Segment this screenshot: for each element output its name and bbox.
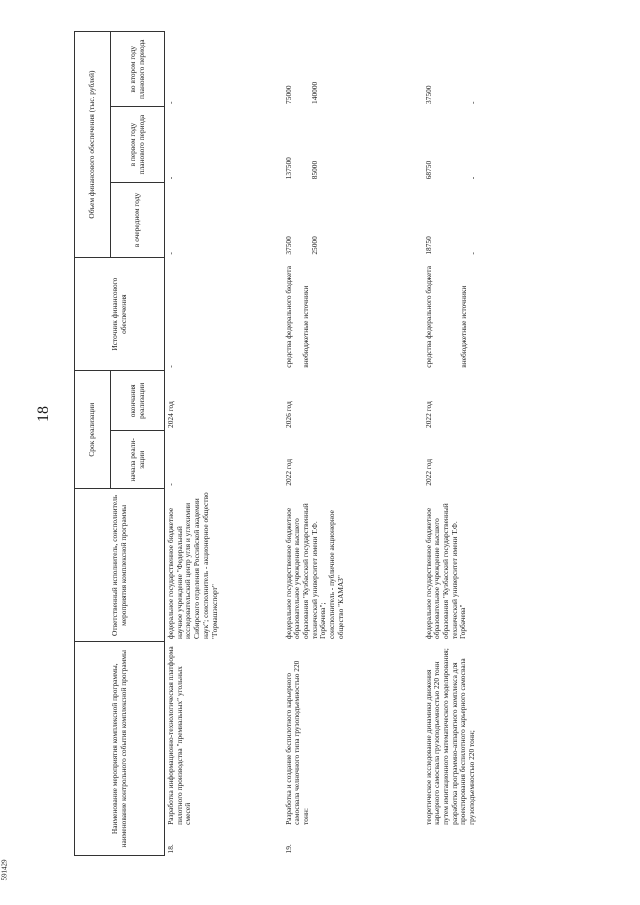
page-number: 18 [35, 406, 52, 422]
row-end: 2026 год [283, 401, 293, 428]
row-executor-main: федеральное государственное бюджетное образовательное учреждение высшего образования "Кузбасский государственный технический университет имени Т.Ф. Горбачева"; [283, 503, 328, 639]
source-federal: средства федерального бюджета [283, 266, 293, 368]
value-offbudget-y1: 85000 [310, 160, 320, 180]
row-executor: федеральное государственное бюджетное образовательное учреждение высшего образования "Кузбасский государственный технический университет имени Т.Ф. Горбачева" [423, 503, 468, 639]
value-federal-y2: 37500 [423, 85, 433, 104]
row-y1: - [166, 176, 175, 180]
row-number: 19. [283, 844, 293, 854]
row-y0 [423, 182, 480, 257]
row-start: 2022 год [283, 459, 293, 486]
header-volume: Объем финансового обеспечения (тыс. рублей) [75, 32, 111, 258]
program-table [74, 31, 480, 856]
value-offbudget-y1: - [468, 176, 478, 180]
row-source [283, 258, 423, 371]
row-number [423, 828, 480, 856]
row-executor: федеральное государственное бюджетное научное учреждение "Федеральный исследовательский центр угля и углехимии Сибирского отделения Российской академии наук"; соисполнитель - акционерное общество "Гормашэкспорт" [166, 492, 219, 639]
table-row [283, 32, 423, 856]
row-source: - [166, 365, 175, 368]
row-end: 2022 год [423, 401, 433, 428]
header-vol-y1: в первом году планового периода [111, 107, 165, 182]
value-federal-y0: 37500 [283, 236, 293, 255]
rotated-table-container [74, 31, 594, 856]
value-federal-y1: 137500 [283, 157, 293, 180]
row-number: 18. [166, 844, 175, 854]
row-name: Разработка и создание беспилотного карьерного самосвала челночного типа грузоподъемностью 220 тонн: [283, 660, 310, 825]
row-y2: - [166, 101, 175, 104]
value-federal-y1: 68750 [423, 160, 433, 180]
row-source [423, 258, 480, 371]
value-federal-y0: 18750 [423, 236, 433, 255]
header-source: Источник финансового обеспечения [75, 258, 165, 371]
header-name: Наименование мероприятия комплексной программы, наименование контрольного события комплексной программы [75, 642, 165, 856]
row-name: Разработка информационно-технологическая платформа пилотного производства "премиальных" угольных смесей [166, 646, 193, 825]
row-y0 [283, 182, 423, 257]
row-y1 [283, 107, 423, 182]
source-offbudget: внебюджетные источники [301, 285, 311, 368]
source-federal: средства федерального бюджета [423, 266, 433, 368]
row-y2 [283, 32, 423, 107]
document-id: 591429 [0, 859, 9, 881]
value-federal-y2: 75000 [283, 85, 293, 104]
row-end: 2024 год [166, 401, 175, 428]
row-y0: - [166, 252, 175, 255]
value-offbudget-y0: 25000 [310, 236, 320, 255]
row-y2 [423, 32, 480, 107]
value-offbudget-y2: - [468, 101, 478, 104]
header-vol-y0: в очередном году [111, 182, 165, 257]
table-row [165, 32, 283, 856]
value-offbudget-y0: - [468, 252, 478, 255]
row-executor [283, 489, 423, 642]
row-y1 [423, 107, 480, 182]
header-vol-y2: во втором году планового периода [111, 32, 165, 107]
header-term-start: начала реали-зации [111, 431, 165, 489]
table-row [423, 32, 480, 856]
header-term: Срок реализации [75, 371, 111, 489]
row-name: теоретическое исследование динамики движения карьерного самосвала грузоподъемностью 220 тонн путем имитационного математического моделирования; разработка программно-аппаратного комплекса для проектирования беспилотного карьерного самосвала грузоподъемностью 220 тонн; [423, 648, 477, 825]
source-offbudget: внебюджетные источники [459, 285, 469, 368]
value-offbudget-y2: 140000 [310, 81, 320, 104]
header-term-end: окончания реализации [111, 371, 165, 431]
row-start: 2022 год [423, 459, 433, 486]
header-executor: Ответственный исполнитель, соисполнитель мероприятия комплексной программы [75, 489, 165, 642]
row-executor-co: соисполнитель - публичное акционерное общество "КАМАЗ" [327, 510, 345, 639]
row-start: - [166, 483, 175, 486]
